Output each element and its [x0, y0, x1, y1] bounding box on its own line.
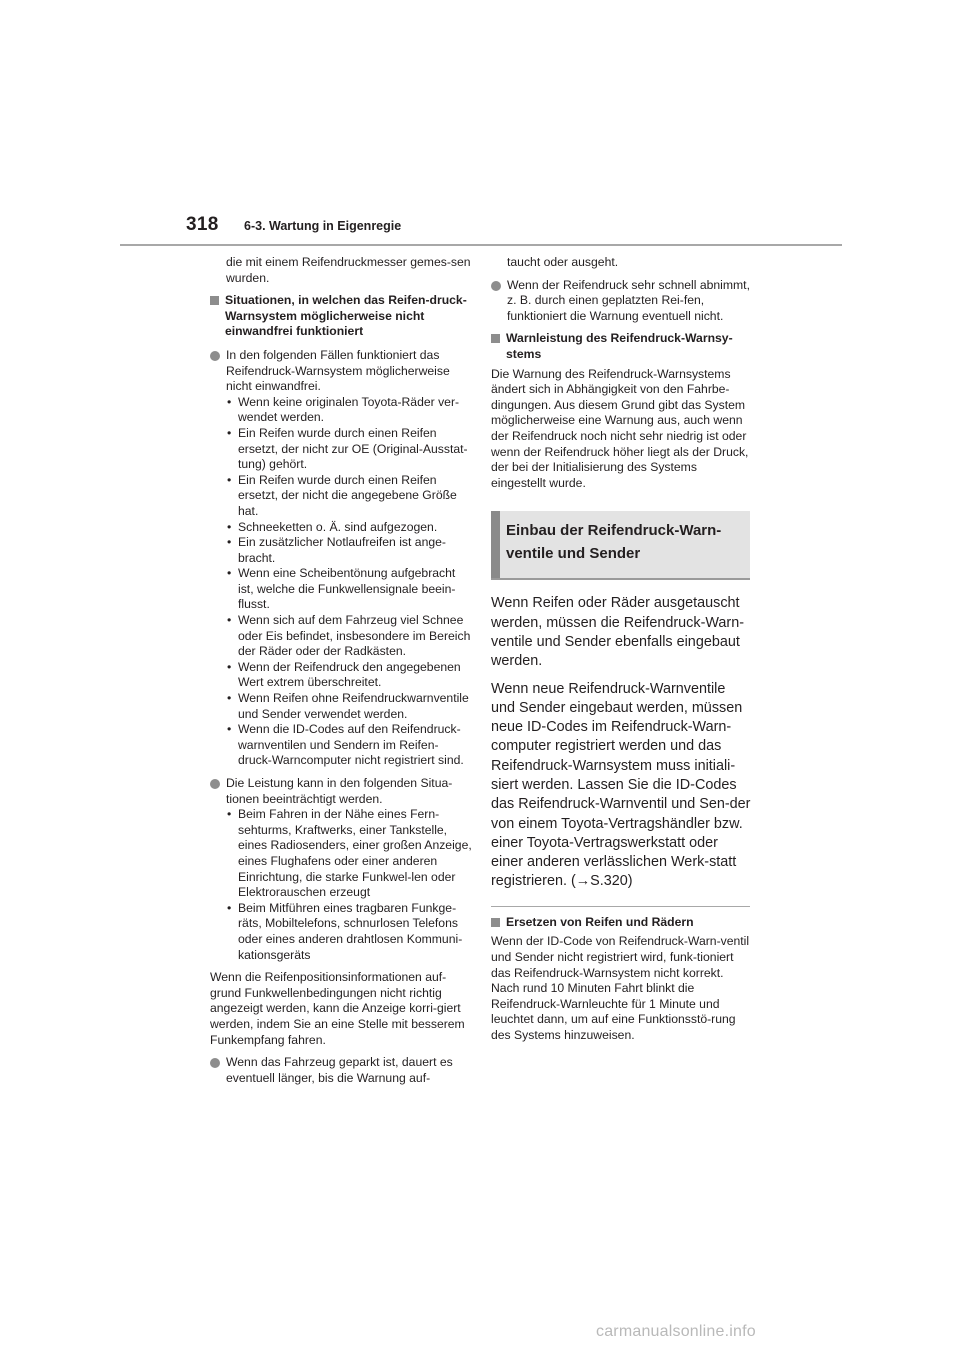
- interference-list: [226, 807, 472, 963]
- dot-item-text: In den folgenden Fällen funktioniert das Reifendruck-Warnsystem möglicherweise nicht einwandfrei.: [226, 347, 450, 394]
- list-item: • Ein Reifen wurde durch einen Reifen ersetzt, der nicht die angegebene Größe hat.: [226, 473, 472, 520]
- list-item: • Ein Reifen wurde durch einen Reifen ersetzt, der nicht zur OE (Original-Ausstat-tung) gehört.: [226, 426, 472, 473]
- paragraph-tire-replacement: Wenn der ID-Code von Reifendruck-Warn-ventil und Sender nicht registriert wird, funk-tioniert das Reifendruck-Warnsystem nicht korrekt. Nach rund 10 Minuten Fahrt blinkt die Reifendruck-Warnleuchte für 1 Minute und leuchtet dann, um auf eine Funktionsstö-rung des Systems hinzuweisen.: [491, 934, 750, 1042]
- list-item: • Wenn eine Scheibentönung aufgebracht ist, welche die Funkwellensignale beein-flusst.: [226, 566, 472, 613]
- dot-item-text: Wenn das Fahrzeug geparkt ist, dauert es eventuell länger, bis die Warnung auf-: [226, 1055, 453, 1085]
- dot-item-parked: [210, 1055, 472, 1086]
- paragraph-position-info: Wenn die Reifenpositionsinformationen auf-grund Funkwellenbedingungen nicht richtig angezeigt werden, kann die Anzeige korri-giert werden, indem Sie an eine Stelle mit besserem Funkempfang fahren.: [210, 970, 465, 1047]
- subheading-text: Ersetzen von Reifen und Rädern: [506, 914, 694, 929]
- square-bullet-icon: [210, 296, 219, 305]
- list-item: • Beim Mitführen eines tragbaren Funkge-räts, Mobiltelefons, schnurlosen Telefons oder eines anderen drahtlosen Kommuni-kationsgeräts: [226, 901, 472, 963]
- dot-item-rapid-loss: [491, 278, 751, 325]
- list-item: • Wenn die ID-Codes auf den Reifendruck-warnventilen und Sendern im Reifen-druck-Warncomputer nicht registriert sind.: [226, 722, 472, 769]
- divider: [491, 906, 750, 907]
- header-divider: [120, 244, 842, 246]
- left-column: [210, 255, 472, 1093]
- square-bullet-icon: [491, 918, 500, 927]
- subheading-tire-replacement: [491, 915, 751, 931]
- paragraph-warning-performance: Die Warnung des Reifendruck-Warnsystems ändert sich in Abhängigkeit von den Fahrbe-dingungen. Aus diesem Grund gibt das System möglicherweise eine Warnung aus, auch wenn der Reifendruck noch nicht sehr niedrig ist oder wenn der Reifendruck höher liegt als der Druck, der bei der Initialisierung des Systems eingestellt wurde.: [491, 366, 749, 490]
- subheading-text: Situationen, in welchen das Reifen-druck-Warnsystem möglicherweise nicht einwandfrei funktioniert: [225, 293, 467, 339]
- section-heading: Einbau der Reifendruck-Warn-ventile und Sender: [506, 522, 722, 563]
- section-heading-box: [491, 511, 750, 580]
- list-item: • Wenn keine originalen Toyota-Räder ver-wendet werden.: [226, 395, 472, 426]
- paragraph-registration: Wenn neue Reifendruck-Warnventile und Sender eingebaut werden, müssen neue ID-Codes im Reifendruck-Warn-computer registriert werden und das Reifendruck-Warnsystem muss initiali-siert werden. Lassen Sie die ID-Codes das Reifendruck-Warnventil und Sen-der von einem Toyota-Vertragshändler bzw. einer Toyota-Vertragswerkstatt oder einer anderen verlässlichen Werk-statt registrieren. (→S.320): [491, 680, 751, 890]
- list-item: • Wenn Reifen ohne Reifendruckwarnventile und Sender verwendet werden.: [226, 691, 472, 722]
- right-column: [491, 255, 751, 1044]
- circle-bullet-icon: [210, 779, 220, 789]
- circle-bullet-icon: [210, 351, 220, 361]
- list-item: • Schneeketten o. Ä. sind aufgezogen.: [226, 520, 472, 536]
- dot-item-performance: [210, 776, 472, 963]
- circle-bullet-icon: [491, 281, 501, 291]
- subheading-text: Warnleistung des Reifendruck-Warnsy-stems: [506, 331, 733, 361]
- heading-accent-bar: [491, 511, 500, 578]
- dot-item-malfunction: [210, 348, 472, 769]
- subheading-situations: [210, 293, 472, 340]
- circle-bullet-icon: [210, 1058, 220, 1068]
- dot-item-text: Die Leistung kann in den folgenden Situa-tionen beeinträchtigt werden.: [226, 776, 453, 806]
- watermark: carmanualsonline.info: [596, 1323, 756, 1340]
- condition-list: [226, 395, 472, 769]
- square-bullet-icon: [491, 334, 500, 343]
- intro-text: die mit einem Reifendruckmesser gemes-sen wurden.: [226, 255, 471, 285]
- list-item: • Ein zusätzlicher Notlaufreifen ist ange-bracht.: [226, 535, 472, 566]
- page-number: 318: [186, 214, 219, 235]
- subheading-warning-performance: [491, 331, 751, 362]
- paragraph-replacement: Wenn Reifen oder Räder ausgetauscht werden, müssen die Reifendruck-Warn-ventile und Sender ebenfalls eingebaut werden.: [491, 595, 745, 670]
- dot-item-text: Wenn der Reifendruck sehr schnell abnimmt, z. B. durch einen geplatzten Rei-fen, funktioniert die Warnung eventuell nicht.: [507, 277, 750, 323]
- continued-text: taucht oder ausgeht.: [507, 255, 619, 269]
- section-title: 6-3. Wartung in Eigenregie: [244, 219, 402, 233]
- list-item: • Wenn sich auf dem Fahrzeug viel Schnee oder Eis befindet, insbesondere im Bereich der Räder oder der Radkästen.: [226, 613, 472, 660]
- list-item: • Wenn der Reifendruck den angegebenen Wert extrem überschreitet.: [226, 660, 472, 691]
- list-item: • Beim Fahren in der Nähe eines Fern-sehturms, Kraftwerks, einer Tankstelle, eines Radiosenders, einer großen Anzeige, eines Flughafens oder einer anderen Einrichtung, die starke Funkwel-len oder Elektrorauschen erzeugt: [226, 807, 472, 901]
